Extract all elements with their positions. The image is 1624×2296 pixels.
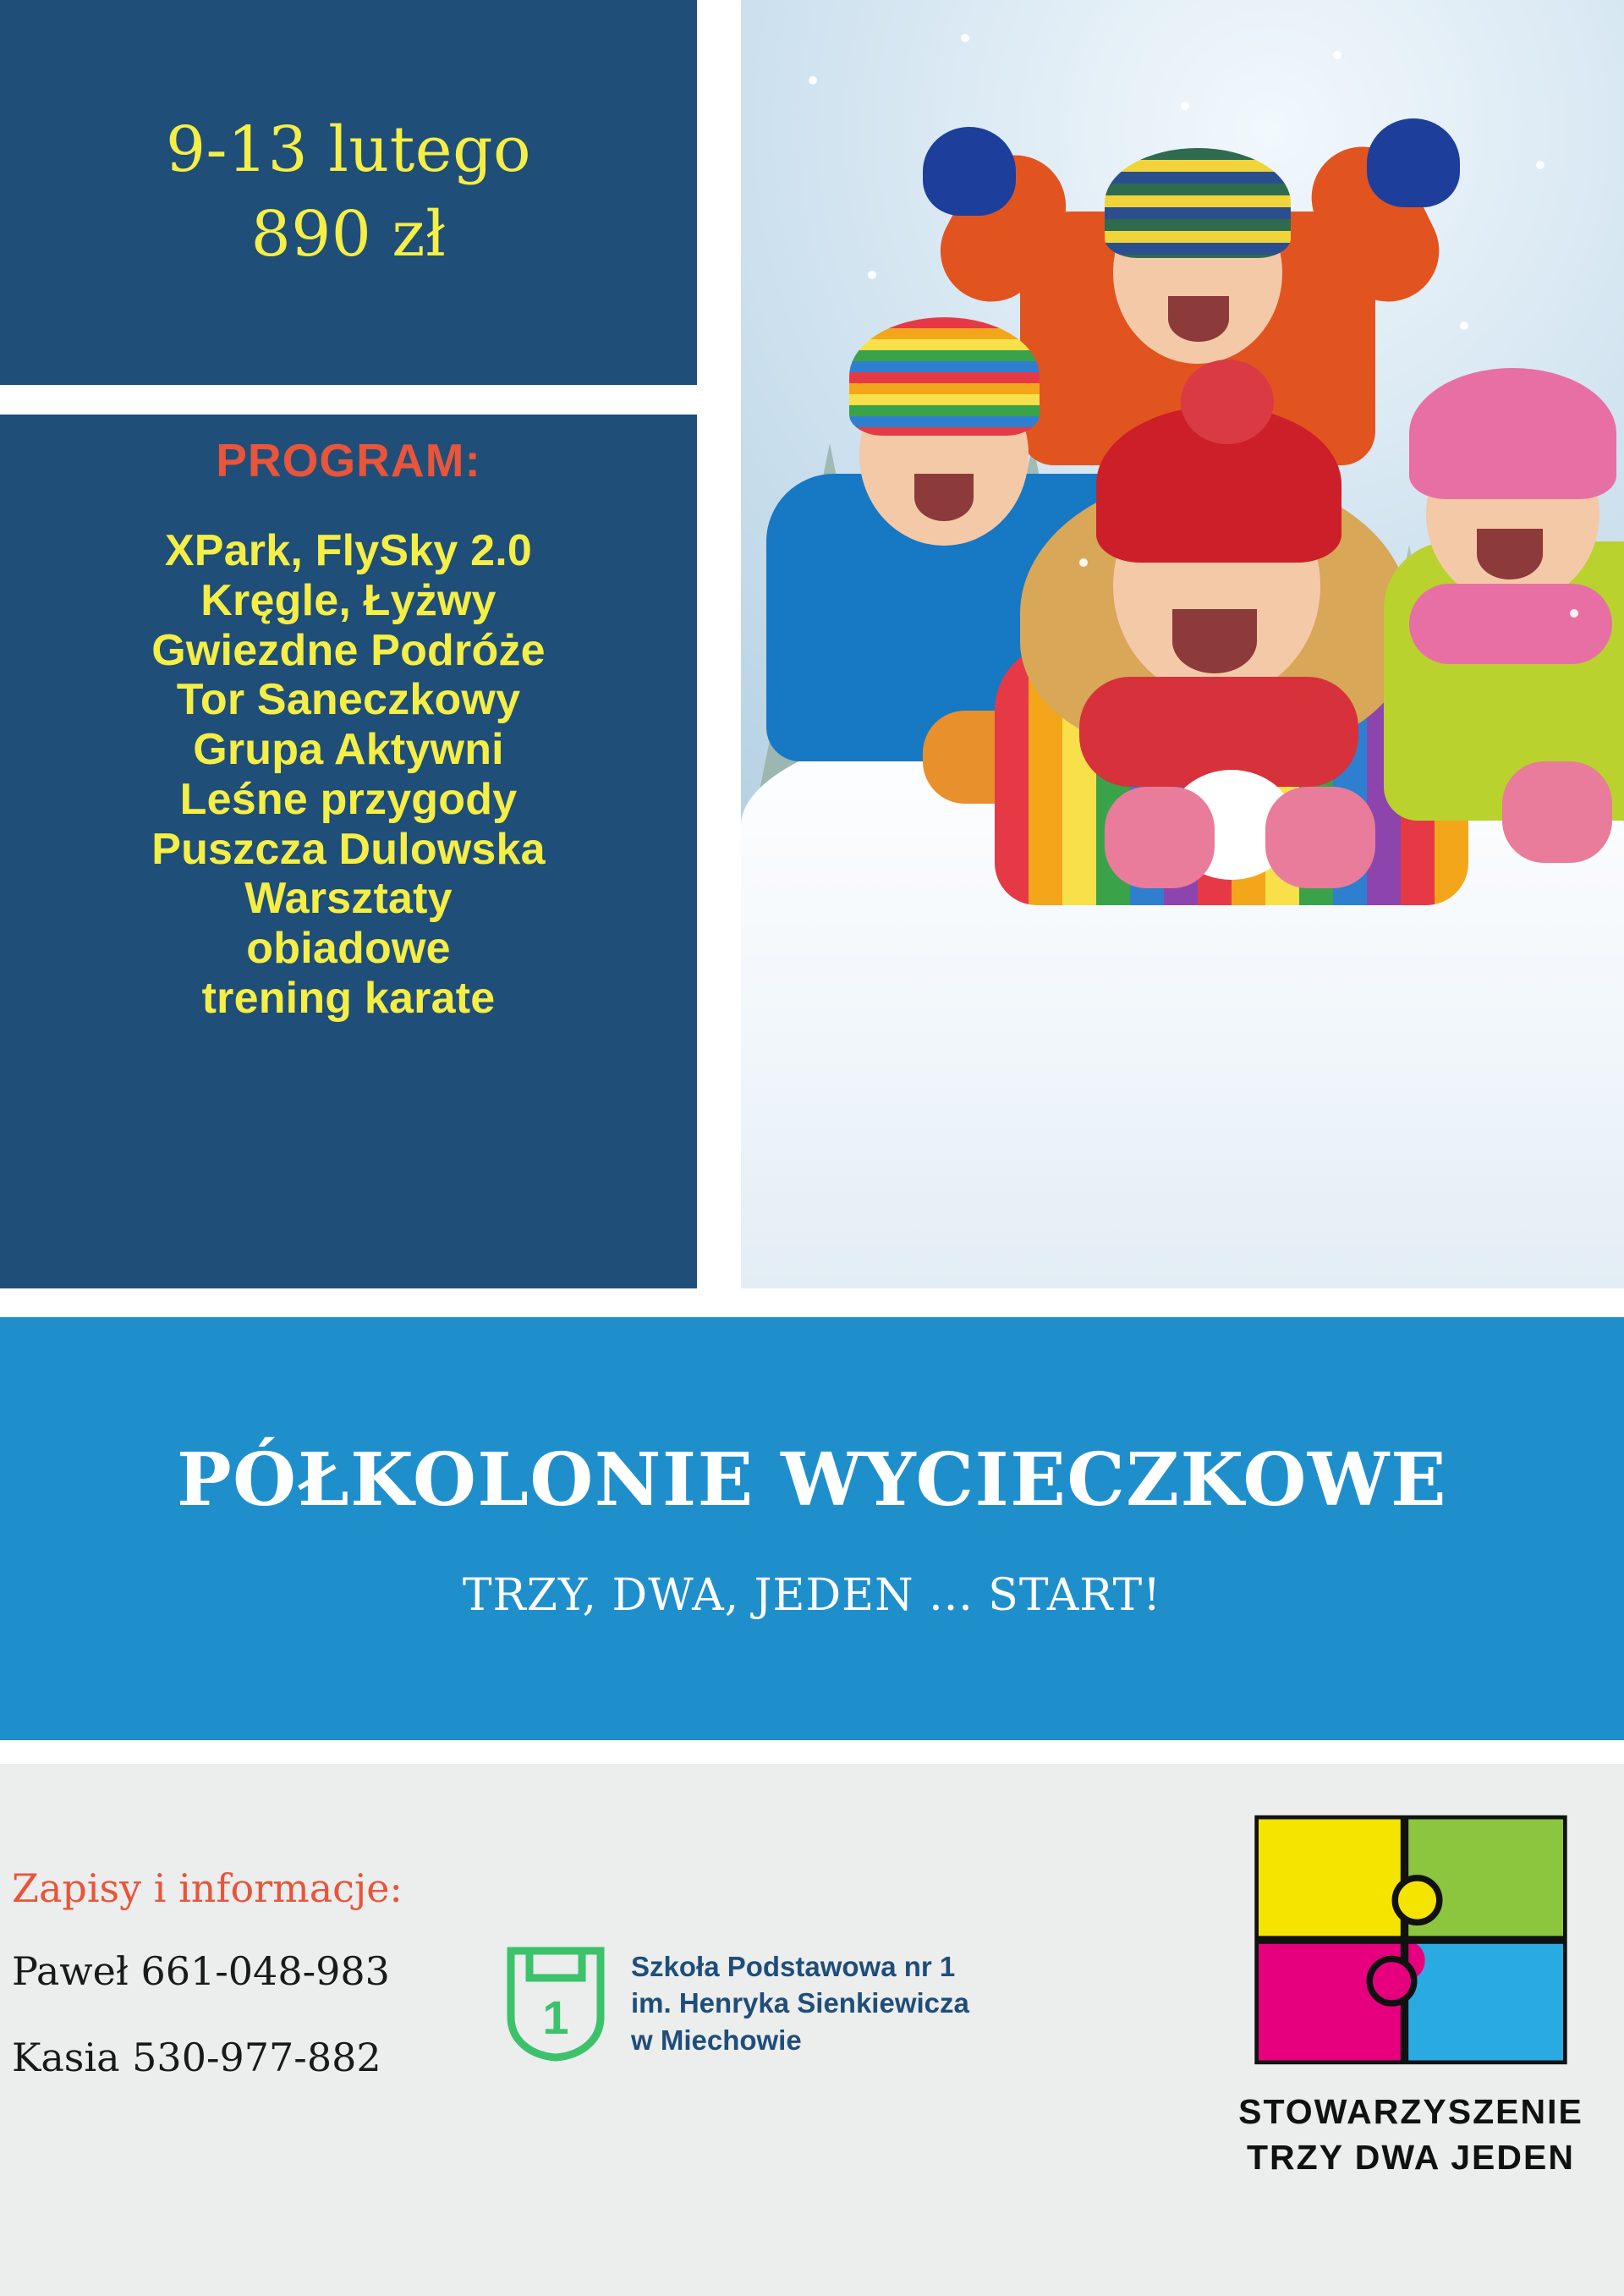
program-item: XPark, FlySky 2.0 [164,526,533,575]
program-box [0,415,697,1288]
snowflake [961,34,969,42]
date-price-box [0,0,697,385]
snowflake [809,76,817,85]
puzzle-logo-icon [1246,1813,1576,2067]
pompom-red [1181,360,1274,444]
hat-rainbow-striped [849,317,1040,436]
school-name [631,1948,969,2059]
main-banner [0,1317,1624,1740]
date-range: 9-13 lutego [165,113,532,187]
school-logo-block [504,1944,969,2063]
mitten-blue [923,127,1016,216]
girl-mouth [1172,609,1257,673]
mitten-pink [1502,761,1612,863]
program-item: Warsztaty [244,874,453,924]
mitten-pink [1105,787,1215,888]
kid-orange-mouth [1168,296,1229,342]
price: 890 zł [250,197,447,271]
kid-green-mouth [1477,529,1543,579]
program-item: Grupa Aktywni [193,725,504,774]
contact-heading: Zapisy i informacje: [12,1865,403,1911]
shield-icon [504,1944,607,2063]
association-logo-block [1233,1813,1588,2180]
program-list [151,526,546,1024]
program-item: Gwiezdne Podróże [151,625,546,675]
contact-phone-pawel[interactable]: Paweł 661-048-983 [12,1948,390,1994]
program-item: trening karate [201,973,496,1023]
banner-subtitle: TRZY, DWA, JEDEN ... START! [462,1569,1162,1621]
scarf-pink [1409,584,1612,664]
association-name-line2: TRZY DWA JEDEN [1247,2138,1575,2178]
snowflake [1079,558,1088,567]
snowflake [1181,102,1189,110]
mitten-pink [1265,787,1375,888]
snowflake [1333,51,1341,59]
program-title: PROGRAM: [216,434,481,486]
mitten-blue [1367,118,1460,207]
association-name-line1: STOWARZYSZENIE [1238,2092,1583,2131]
kid-blue-mouth [914,474,974,521]
program-item: Tor Saneczkowy [176,675,521,725]
program-item: Puszcza Dulowska [151,824,546,874]
program-item: Leśne przygody [179,774,518,824]
footer [0,1764,1624,2296]
school-name-line1: Szkoła Podstawowa nr 1 [631,1950,956,1982]
snowflake [868,271,876,279]
program-item: Kręgle, Łyżwy [200,575,497,625]
snowflake [1460,321,1468,330]
hat-striped-yellow [1105,148,1291,258]
snowflake [1536,161,1544,169]
svg-text:1: 1 [542,1991,569,2044]
winter-kids-photo [741,0,1624,1288]
banner-title: PÓŁKOLONIE WYCIECZKOWE [176,1436,1448,1523]
school-name-line3: w Miechowie [631,2024,802,2056]
association-name [1238,2089,1583,2180]
contact-phone-kasia[interactable]: Kasia 530-977-882 [12,2035,381,2080]
hat-pink-pompom [1409,368,1616,499]
contact-block [12,1865,486,2121]
school-name-line2: im. Henryka Sienkiewicza [631,1987,969,2019]
snowflake [1570,609,1578,618]
program-item: obiadowe [246,924,451,973]
